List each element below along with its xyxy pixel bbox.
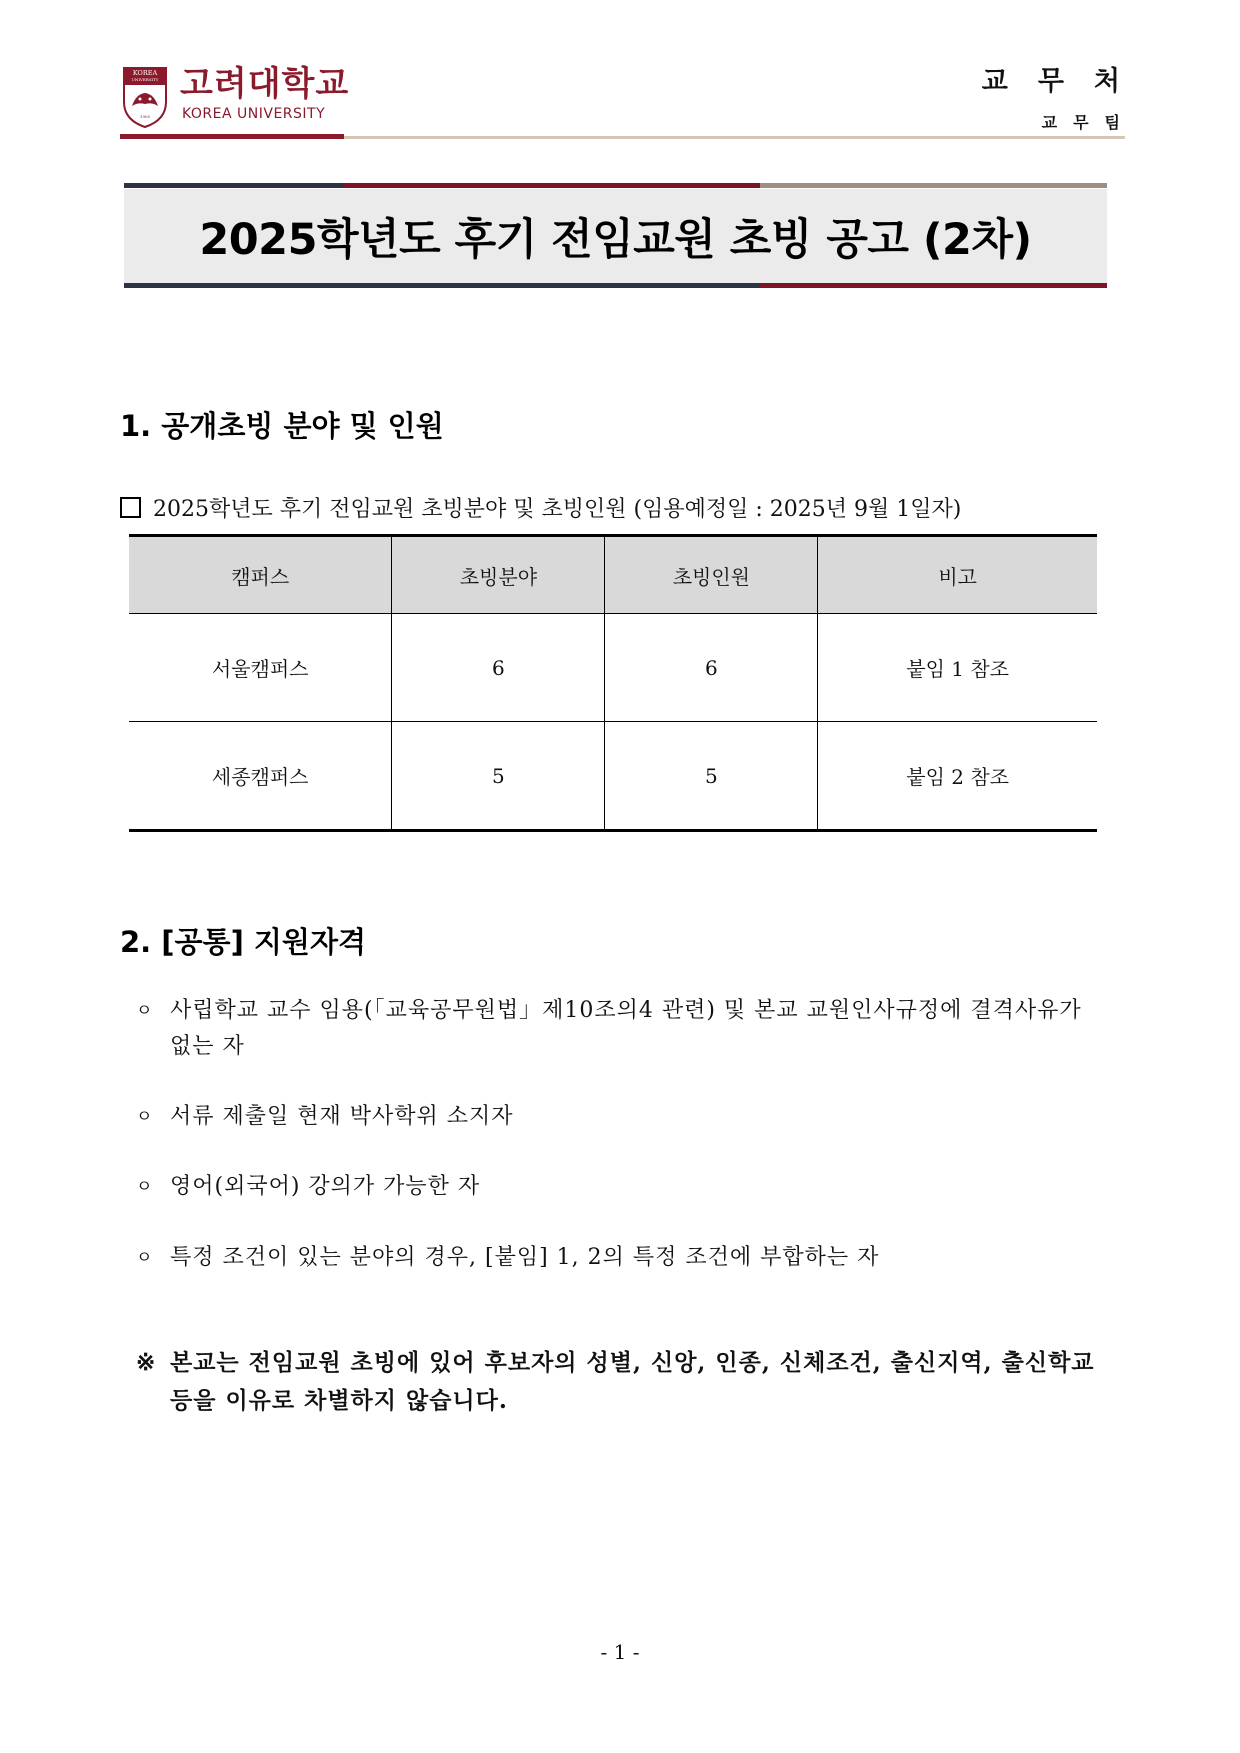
section1-heading: 1. 공개초빙 분야 및 인원 <box>120 409 444 443</box>
table-header-field: 초빙분야 <box>392 536 605 614</box>
list-item <box>136 1099 1100 1135</box>
recruitment-table <box>129 534 1097 832</box>
department-name: 교무처 <box>981 66 1150 97</box>
bullet-icon: ㅇ <box>136 1177 153 1197</box>
page-title: 2025학년도 후기 전임교원 초빙 공고 (2차) <box>199 214 1032 265</box>
title-bottom-bar-maroon <box>760 283 1107 288</box>
title-top-bar-navy <box>124 183 344 188</box>
table-header-campus: 캠퍼스 <box>129 536 392 614</box>
svg-text:1905: 1905 <box>139 114 151 119</box>
checkbox-icon <box>120 497 141 518</box>
title-top-bar-maroon <box>344 183 760 188</box>
bullet-icon: ㅇ <box>136 1248 153 1268</box>
bullet-icon: ㅇ <box>136 1001 153 1021</box>
list-item <box>136 1169 1100 1205</box>
table-row <box>129 614 1097 722</box>
list-item-text: 사립학교 교수 임용(「교육공무원법」제10조의4 관련) 및 본교 교원인사규정에 결격사유가 없는 자 <box>170 998 1082 1059</box>
table-header-count: 초빙인원 <box>605 536 818 614</box>
title-top-bar-taupe <box>760 183 1107 188</box>
table-cell-note: 붙임 1 참조 <box>818 614 1097 722</box>
bullet-icon: ㅇ <box>136 1107 153 1127</box>
list-item-text: 영어(외국어) 강의가 가능한 자 <box>170 1174 481 1199</box>
list-item-text: 서류 제출일 현재 박사학위 소지자 <box>170 1104 514 1129</box>
table-cell-campus: 세종캠퍼스 <box>129 722 392 831</box>
list-item <box>136 993 1100 1065</box>
svg-text:UNIVERSITY: UNIVERSITY <box>131 77 159 82</box>
reference-mark-icon: ※ <box>136 1349 156 1376</box>
table-cell-count: 5 <box>605 722 818 831</box>
table-cell-count: 6 <box>605 614 818 722</box>
svg-text:KOREA: KOREA <box>132 69 158 77</box>
list-item-text: 특정 조건이 있는 분야의 경우, [붙임] 1, 2의 특정 조건에 부합하는 자 <box>170 1245 880 1270</box>
table-row <box>129 722 1097 831</box>
nondiscrimination-notice <box>136 1344 1126 1420</box>
table-header-note: 비고 <box>818 536 1097 614</box>
table-header-row <box>129 536 1097 614</box>
table-cell-field: 6 <box>392 614 605 722</box>
header-rule-accent <box>120 134 344 139</box>
list-item <box>136 1240 1100 1276</box>
table-cell-note: 붙임 2 참조 <box>818 722 1097 831</box>
university-name-english: KOREA UNIVERSITY <box>182 106 326 122</box>
table-cell-campus: 서울캠퍼스 <box>129 614 392 722</box>
table-cell-field: 5 <box>392 722 605 831</box>
university-name-korean: 고려대학교 <box>180 64 350 104</box>
page-number: - 1 - <box>600 1640 640 1664</box>
title-bottom-bar-navy <box>124 283 760 288</box>
team-name: 교무팀 <box>1041 113 1136 132</box>
university-emblem-icon <box>122 66 168 128</box>
section2-heading: 2. [공통] 지원자격 <box>120 925 366 959</box>
notice-text: 본교는 전임교원 초빙에 있어 후보자의 성별, 신앙, 인종, 신체조건, 출신지역, 출신학교 등을 이유로 차별하지 않습니다. <box>170 1349 1095 1414</box>
header-rule <box>344 136 1125 139</box>
section1-subline-text: 2025학년도 후기 전임교원 초빙분야 및 초빙인원 (임용예정일 : 2025년 9월 1일자) <box>153 497 962 522</box>
section1-subline <box>120 492 961 523</box>
